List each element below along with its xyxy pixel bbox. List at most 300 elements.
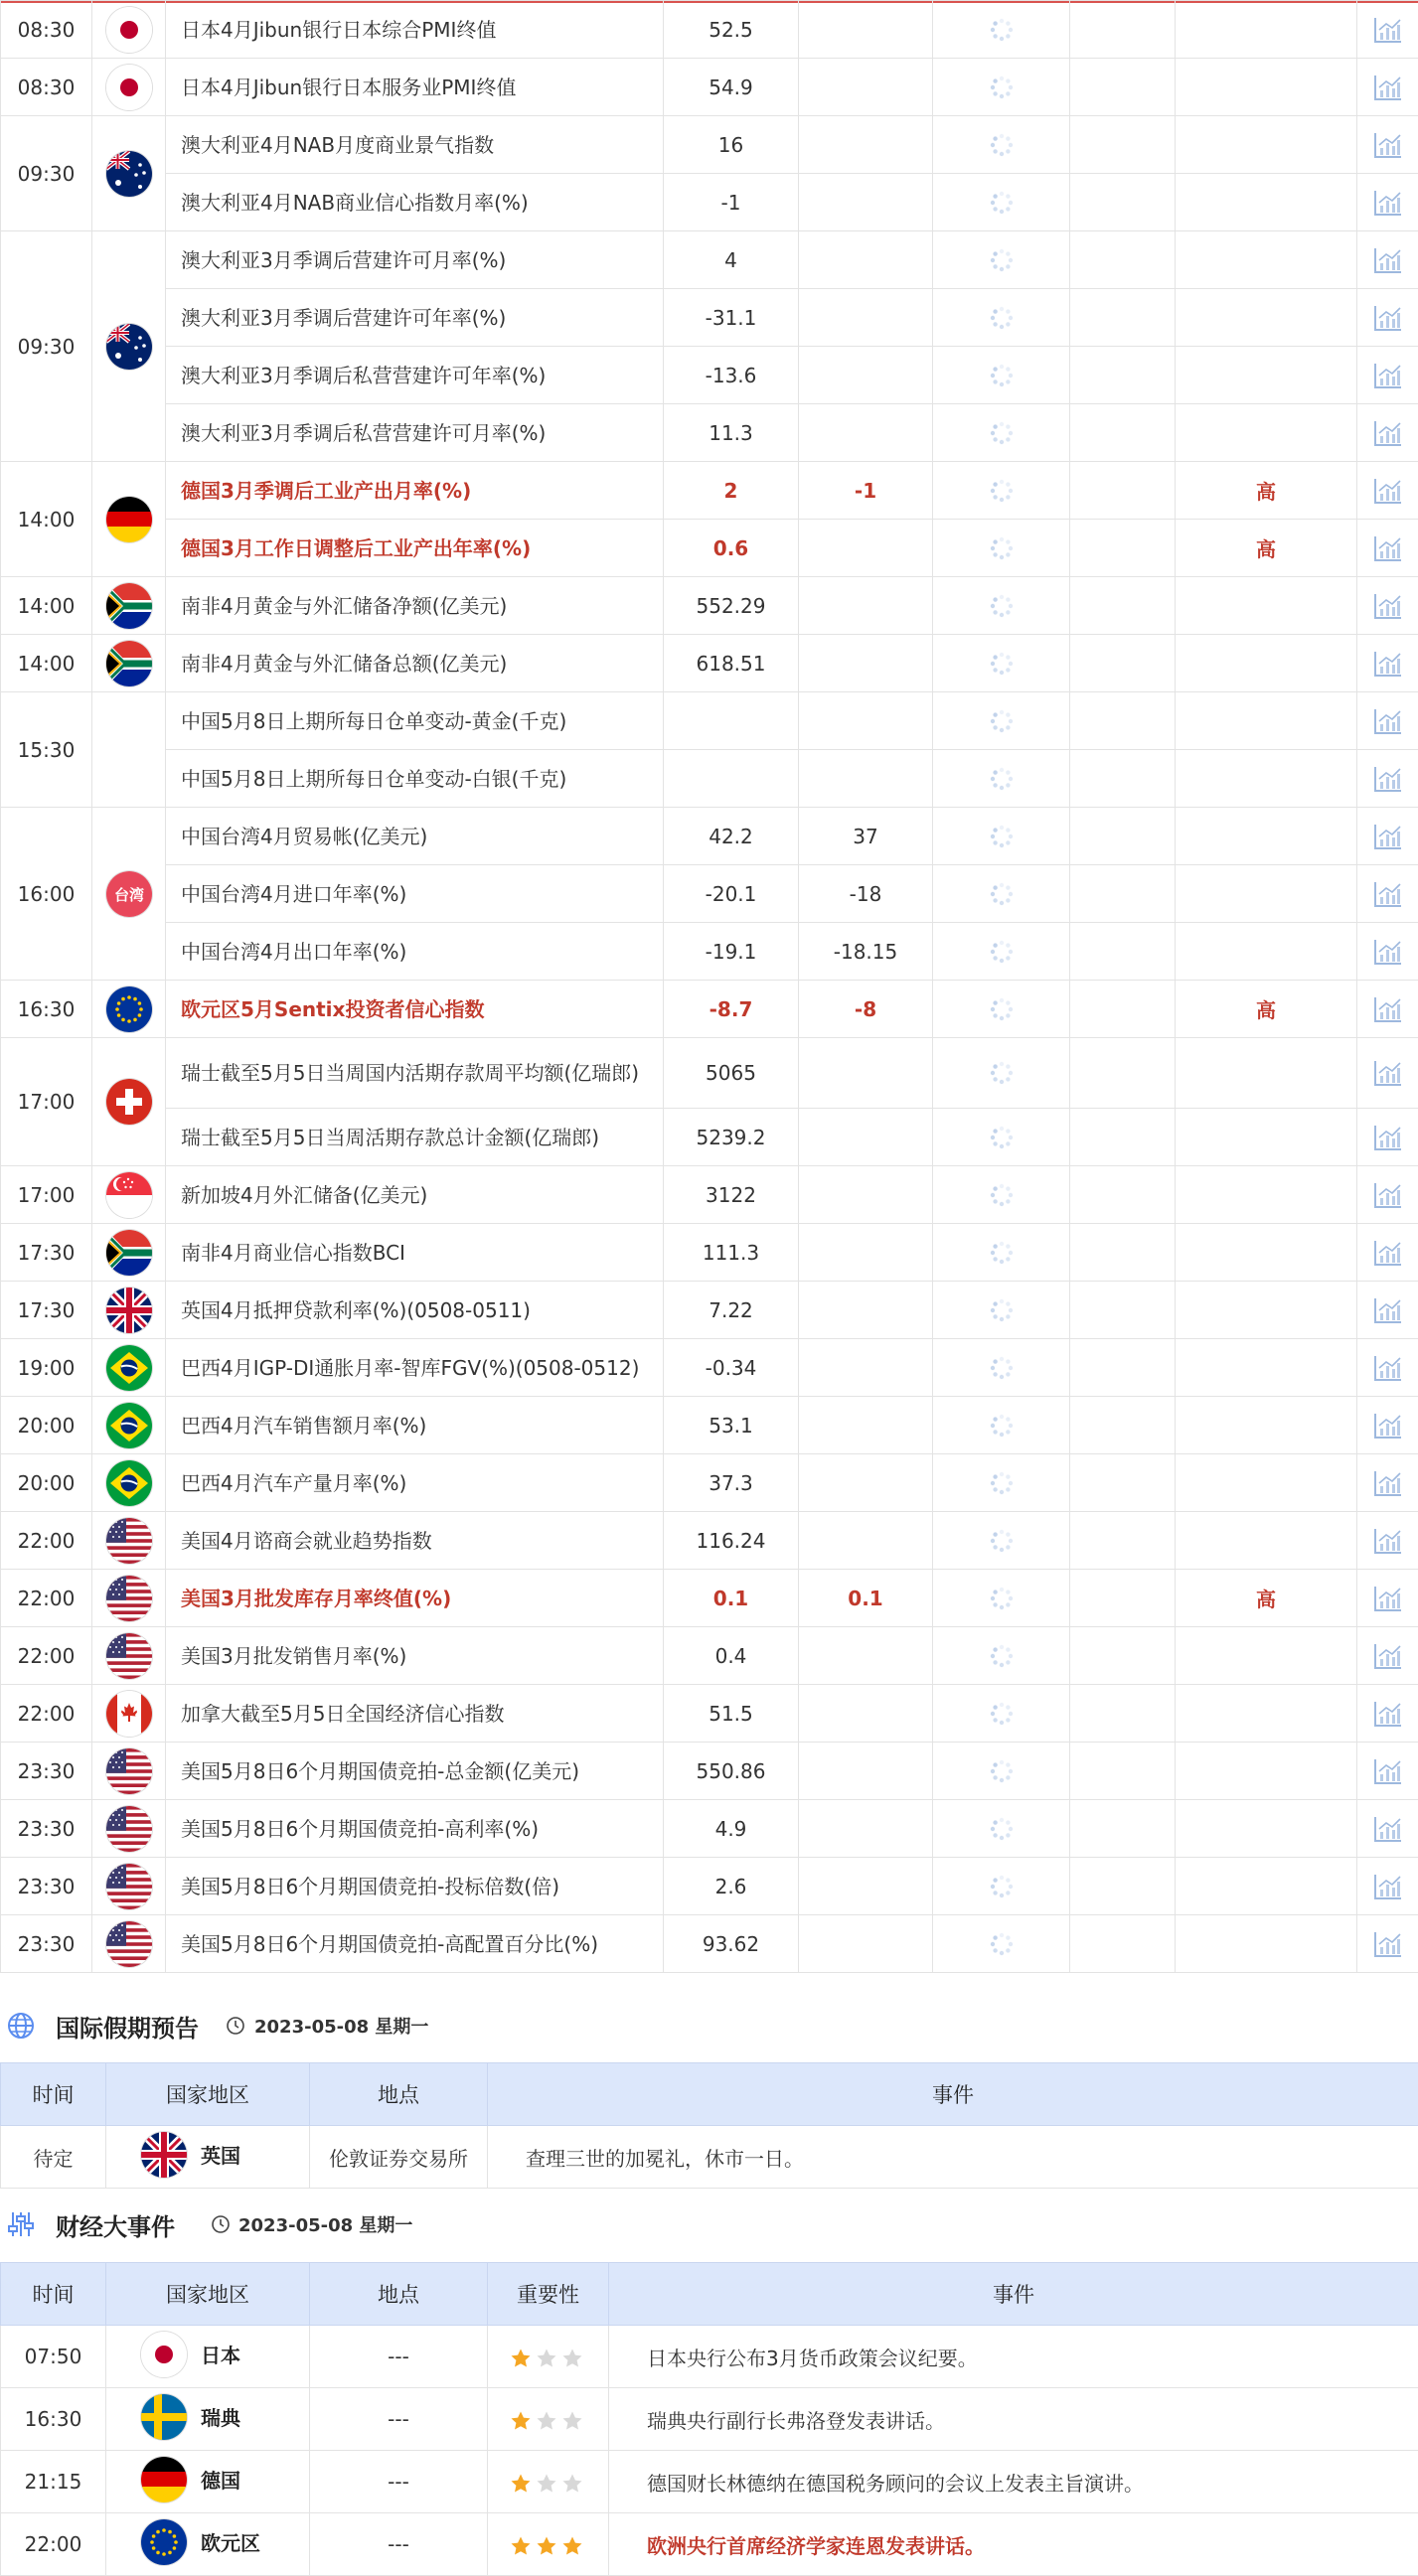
country-flag-cell [92,1570,166,1627]
country-flag-cell [92,231,166,462]
blank-cell [1070,808,1176,865]
chart-cell[interactable] [1357,1685,1418,1743]
clock-icon [211,2214,231,2234]
eu-flag-icon [141,2519,187,2565]
previous-value [664,750,799,808]
event-time: 16:30 [1,2388,106,2451]
blank-cell [1070,174,1176,231]
usa-flag-icon [106,1806,152,1852]
forecast-value [799,1454,933,1512]
previous-value: 5239.2 [664,1109,799,1166]
usa-flag-icon [106,1748,152,1794]
importance-label [1176,1685,1357,1743]
chart-icon[interactable] [1373,419,1403,447]
forecast-value [799,1397,933,1454]
chart-cell[interactable] [1357,1570,1418,1627]
release-time: 14:00 [1,635,92,692]
actual-value-cell [933,1800,1070,1858]
importance-label [1176,174,1357,231]
blank-cell [1070,577,1176,635]
star-icon [561,2473,583,2495]
country-flag-cell [92,1166,166,1224]
forecast-value [799,1038,933,1109]
blank-cell [1070,1339,1176,1397]
chart-icon[interactable] [1373,823,1403,850]
calendar-row [1,808,1418,865]
release-time: 17:00 [1,1038,92,1166]
country-flag-cell [92,1397,166,1454]
forecast-value [799,1512,933,1570]
calendar-row [1,865,1418,923]
country-flag-cell [92,1685,166,1743]
chart-cell[interactable] [1357,59,1418,116]
forecast-value: -8 [799,981,933,1038]
chart-icon[interactable] [1373,362,1403,389]
release-time: 22:00 [1,1627,92,1685]
loading-spinner-icon [989,1931,1015,1957]
indicator-name[interactable]: 德国3月季调后工业产出月率(%) [166,462,664,520]
chart-icon[interactable] [1373,189,1403,217]
loading-spinner-icon [989,1060,1015,1086]
previous-value: 0.1 [664,1570,799,1627]
blank-cell [1070,347,1176,404]
actual-value-cell [933,1224,1070,1282]
importance-label [1176,1038,1357,1109]
forecast-value: -18.15 [799,923,933,981]
indicator-name[interactable]: 中国台湾4月进口年率(%) [166,865,664,923]
release-time: 09:30 [1,231,92,462]
loading-spinner-icon [989,1297,1015,1323]
chart-cell[interactable] [1357,635,1418,692]
indicator-name[interactable]: 巴西4月汽车销售额月率(%) [166,1397,664,1454]
usa-flag-icon [106,1518,152,1564]
forecast-value [799,289,933,347]
uk-flag-icon [106,1288,152,1333]
calendar-row [1,1038,1418,1109]
previous-value: 2 [664,462,799,520]
indicator-name[interactable]: 美国4月谘商会就业趋势指数 [166,1512,664,1570]
star-icon [561,2410,583,2432]
chart-icon[interactable] [1373,1469,1403,1497]
loading-spinner-icon [989,535,1015,561]
chart-icon[interactable] [1373,1354,1403,1382]
release-time: 20:00 [1,1397,92,1454]
indicator-name[interactable]: 美国3月批发库存月率终值(%) [166,1570,664,1627]
loading-spinner-icon [989,363,1015,388]
chart-cell[interactable] [1357,174,1418,231]
loading-spinner-icon [989,1874,1015,1899]
indicator-name[interactable]: 日本4月Jibun银行日本服务业PMI终值 [166,59,664,116]
indicator-name[interactable]: 德国3月工作日调整后工业产出年率(%) [166,520,664,577]
country-flag-cell [92,1627,166,1685]
indicator-name[interactable]: 巴西4月汽车产量月率(%) [166,1454,664,1512]
australia-flag-icon [106,151,152,197]
importance-stars [488,2451,609,2513]
importance-label [1176,289,1357,347]
importance-label [1176,577,1357,635]
release-time: 23:30 [1,1915,92,1973]
forecast-value: -18 [799,865,933,923]
blank-cell [1070,981,1176,1038]
forecast-value [799,116,933,174]
chart-icon[interactable] [1373,16,1403,44]
chart-icon[interactable] [1373,765,1403,793]
south-africa-flag-icon [106,1230,152,1276]
indicator-name[interactable]: 美国5月8日6个月期国债竞拍-高利率(%) [166,1800,664,1858]
event-time: 07:50 [1,2326,106,2388]
blank-cell [1070,116,1176,174]
country-flag-cell [92,577,166,635]
loading-spinner-icon [989,1470,1015,1496]
actual-value-cell [933,1,1070,59]
calendar-row [1,692,1418,750]
svg-text:台湾: 台湾 [113,886,143,904]
actual-value-cell [933,462,1070,520]
blank-cell [1070,1685,1176,1743]
chart-icon[interactable] [1373,592,1403,620]
indicator-name[interactable]: 巴西4月IGP-DI通胀月率-智库FGV(%)(0508-0512) [166,1339,664,1397]
importance-label [1176,1800,1357,1858]
calendar-row [1,520,1418,577]
chart-icon[interactable] [1373,1296,1403,1324]
release-time: 14:00 [1,577,92,635]
previous-value [664,692,799,750]
importance-label [1176,1166,1357,1224]
forecast-value [799,1915,933,1973]
chart-cell[interactable] [1357,1512,1418,1570]
star-icon [536,2410,557,2432]
indicator-name[interactable]: 加拿大截至5月5日全国经济信心指数 [166,1685,664,1743]
importance-label [1176,59,1357,116]
chart-icon[interactable] [1373,74,1403,101]
chart-icon[interactable] [1373,1642,1403,1670]
release-time: 23:30 [1,1743,92,1800]
chart-icon[interactable] [1373,534,1403,562]
chart-cell[interactable] [1357,1915,1418,1973]
chart-icon[interactable] [1373,304,1403,332]
country-flag-cell [92,462,166,577]
chart-cell[interactable] [1357,1109,1418,1166]
forecast-value [799,231,933,289]
holiday-section-title: 国际假期预告 [56,2009,199,2044]
indicator-name[interactable]: 美国5月8日6个月期国债竞拍-投标倍数(倍) [166,1858,664,1915]
indicator-name[interactable]: 瑞士截至5月5日当周国内活期存款周平均额(亿瑞郎) [166,1038,664,1109]
chart-icon[interactable] [1373,1124,1403,1151]
previous-value: -31.1 [664,289,799,347]
loading-spinner-icon [989,17,1015,43]
importance-label: 高 [1176,462,1357,520]
indicator-name[interactable]: 南非4月黄金与外汇储备净额(亿美元) [166,577,664,635]
chart-cell[interactable] [1357,577,1418,635]
importance-label [1176,1,1357,59]
importance-label [1176,1339,1357,1397]
country-name: 日本 [201,2340,240,2368]
event-place: --- [310,2326,488,2388]
event-row [1,2326,1418,2388]
chart-icon[interactable] [1373,1239,1403,1267]
chart-cell[interactable] [1357,1627,1418,1685]
loading-spinner-icon [989,939,1015,965]
indicator-name[interactable]: 中国5月8日上期所每日仓单变动-黄金(千克) [166,692,664,750]
event-place: --- [310,2513,488,2576]
col-place: 地点 [310,2063,488,2126]
release-time: 09:30 [1,116,92,231]
importance-label: 高 [1176,520,1357,577]
switzerland-flag-icon [106,1079,152,1125]
col-country: 国家地区 [106,2063,310,2126]
indicator-name[interactable]: 瑞士截至5月5日当周活期存款总计金额(亿瑞郎) [166,1109,664,1166]
country-flag-cell [92,981,166,1038]
chart-icon[interactable] [1373,1700,1403,1728]
calendar-row [1,1,1418,59]
loading-spinner-icon [989,881,1015,907]
actual-value-cell [933,1038,1070,1109]
forecast-value [799,1224,933,1282]
forecast-value [799,1166,933,1224]
importance-label [1176,692,1357,750]
globe-icon [6,2011,36,2041]
chart-cell[interactable] [1357,289,1418,347]
forecast-value [799,692,933,750]
release-time: 08:30 [1,1,92,59]
holiday-event: 查理三世的加冕礼，休市一日。 [488,2126,1418,2189]
actual-value-cell [933,1454,1070,1512]
usa-flag-icon [106,1921,152,1967]
calendar-row [1,981,1418,1038]
chart-cell[interactable] [1357,1224,1418,1282]
loading-spinner-icon [989,1125,1015,1150]
chart-cell[interactable] [1357,1339,1418,1397]
release-time: 23:30 [1,1800,92,1858]
chart-cell[interactable] [1357,1800,1418,1858]
loading-spinner-icon [989,1413,1015,1439]
chart-cell[interactable] [1357,750,1418,808]
indicator-name[interactable]: 欧元区5月Sentix投资者信心指数 [166,981,664,1038]
blank-cell [1070,520,1176,577]
country-flag-cell [92,1454,166,1512]
indicator-name[interactable]: 中国台湾4月贸易帐(亿美元) [166,808,664,865]
release-time: 15:30 [1,692,92,808]
actual-value-cell [933,174,1070,231]
clock-icon [226,2016,245,2036]
chart-cell[interactable] [1357,692,1418,750]
chart-cell[interactable] [1357,1397,1418,1454]
calendar-row [1,174,1418,231]
brazil-flag-icon [106,1460,152,1506]
events-table [0,2262,1418,2576]
previous-value: -19.1 [664,923,799,981]
indicator-name[interactable]: 美国5月8日6个月期国债竞拍-总金额(亿美元) [166,1743,664,1800]
star-icon [510,2473,532,2495]
indicator-name[interactable]: 日本4月Jibun银行日本综合PMI终值 [166,1,664,59]
indicator-name[interactable]: 英国4月抵押贷款利率(%)(0508-0511) [166,1282,664,1339]
germany-flag-icon [141,2457,187,2502]
indicator-name[interactable]: 澳大利亚3月季调后私营营建许可月率(%) [166,404,664,462]
chart-icon[interactable] [1373,995,1403,1023]
forecast-value [799,1339,933,1397]
blank-cell [1070,1915,1176,1973]
indicator-name[interactable]: 新加坡4月外汇储备(亿美元) [166,1166,664,1224]
blank-cell [1070,1512,1176,1570]
star-icon [536,2535,557,2557]
release-time: 16:30 [1,981,92,1038]
chart-cell[interactable] [1357,1858,1418,1915]
chart-icon[interactable] [1373,880,1403,908]
blank-cell [1070,404,1176,462]
release-time: 17:30 [1,1282,92,1339]
chart-icon[interactable] [1373,1873,1403,1900]
chart-icon[interactable] [1373,1412,1403,1440]
col-time: 时间 [1,2063,106,2126]
japan-flag-icon [106,65,152,110]
calendar-row [1,1224,1418,1282]
previous-value: 0.4 [664,1627,799,1685]
blank-cell [1070,59,1176,116]
blank-cell [1070,865,1176,923]
loading-spinner-icon [989,1528,1015,1554]
chart-cell[interactable] [1357,1454,1418,1512]
calendar-row [1,1858,1418,1915]
previous-value: 3122 [664,1166,799,1224]
chart-cell[interactable] [1357,1166,1418,1224]
chart-cell[interactable] [1357,1,1418,59]
chart-cell[interactable] [1357,1743,1418,1800]
previous-value: 52.5 [664,1,799,59]
previous-value: 111.3 [664,1224,799,1282]
importance-label: 高 [1176,981,1357,1038]
calendar-row [1,1800,1418,1858]
chart-icon[interactable] [1373,938,1403,966]
australia-flag-icon [106,324,152,370]
chart-cell[interactable] [1357,1038,1418,1109]
loading-spinner-icon [989,305,1015,331]
indicator-name[interactable]: 澳大利亚3月季调后私营营建许可年率(%) [166,347,664,404]
chart-cell[interactable] [1357,520,1418,577]
loading-spinner-icon [989,1586,1015,1611]
loading-spinner-icon [989,478,1015,504]
previous-value: 4.9 [664,1800,799,1858]
forecast-value [799,577,933,635]
actual-value-cell [933,1397,1070,1454]
indicator-name[interactable]: 澳大利亚4月NAB商业信心指数月率(%) [166,174,664,231]
chart-cell[interactable] [1357,462,1418,520]
indicator-name[interactable]: 中国5月8日上期所每日仓单变动-白银(千克) [166,750,664,808]
previous-value: 11.3 [664,404,799,462]
indicator-name[interactable]: 南非4月黄金与外汇储备总额(亿美元) [166,635,664,692]
actual-value-cell [933,1339,1070,1397]
importance-label [1176,635,1357,692]
actual-value-cell [933,520,1070,577]
usa-flag-icon [106,1864,152,1909]
chart-icon[interactable] [1373,1059,1403,1087]
importance-label [1176,808,1357,865]
events-section-title: 财经大事件 [56,2207,175,2242]
indicator-name[interactable]: 南非4月商业信心指数BCI [166,1224,664,1282]
uk-flag-icon [141,2132,187,2178]
importance-label [1176,1512,1357,1570]
chart-icon[interactable] [1373,1181,1403,1209]
chart-icon[interactable] [1373,650,1403,678]
chart-cell[interactable] [1357,404,1418,462]
blank-cell [1070,1,1176,59]
indicator-name[interactable]: 中国台湾4月出口年率(%) [166,923,664,981]
loading-spinner-icon [989,1240,1015,1266]
chart-cell[interactable] [1357,347,1418,404]
south-africa-flag-icon [106,583,152,629]
release-time: 16:00 [1,808,92,981]
loading-spinner-icon [989,1758,1015,1784]
actual-value-cell [933,347,1070,404]
calendar-row [1,1685,1418,1743]
event-place: --- [310,2388,488,2451]
country-flag-cell [92,808,166,981]
chart-cell[interactable] [1357,981,1418,1038]
blank-cell [1070,635,1176,692]
indicator-name[interactable]: 澳大利亚3月季调后营建许可年率(%) [166,289,664,347]
forecast-value [799,1282,933,1339]
calendar-row [1,289,1418,347]
indicator-name[interactable]: 美国3月批发销售月率(%) [166,1627,664,1685]
previous-value: 93.62 [664,1915,799,1973]
country-name: 英国 [201,2140,240,2169]
star-icon [510,2348,532,2369]
chart-cell[interactable] [1357,116,1418,174]
chart-icon[interactable] [1373,1757,1403,1785]
chart-cell[interactable] [1357,865,1418,923]
loading-spinner-icon [989,708,1015,734]
chart-cell[interactable] [1357,923,1418,981]
chart-icon[interactable] [1373,1585,1403,1612]
previous-value: 2.6 [664,1858,799,1915]
loading-spinner-icon [989,593,1015,619]
indicator-name[interactable]: 澳大利亚3月季调后营建许可月率(%) [166,231,664,289]
chart-icon[interactable] [1373,1930,1403,1958]
actual-value-cell [933,1109,1070,1166]
blank-cell [1070,1166,1176,1224]
chart-icon[interactable] [1373,131,1403,159]
forecast-value: 0.1 [799,1570,933,1627]
actual-value-cell [933,1570,1070,1627]
star-icon [536,2348,557,2369]
release-time: 08:30 [1,59,92,116]
loading-spinner-icon [989,824,1015,849]
chart-icon[interactable] [1373,246,1403,274]
calendar-row [1,1282,1418,1339]
release-time: 22:00 [1,1512,92,1570]
country-flag-cell [92,1800,166,1858]
loading-spinner-icon [989,1643,1015,1669]
blank-cell [1070,1858,1176,1915]
chart-cell[interactable] [1357,1282,1418,1339]
chart-cell[interactable] [1357,808,1418,865]
previous-value: 7.22 [664,1282,799,1339]
importance-label [1176,1915,1357,1973]
indicator-name[interactable]: 美国5月8日6个月期国债竞拍-高配置百分比(%) [166,1915,664,1973]
indicator-name[interactable]: 澳大利亚4月NAB月度商业景气指数 [166,116,664,174]
chart-icon[interactable] [1373,707,1403,735]
forecast-value [799,750,933,808]
forecast-value [799,1,933,59]
chart-icon[interactable] [1373,1815,1403,1843]
chart-icon[interactable] [1373,477,1403,505]
star-icon [536,2473,557,2495]
importance-label [1176,1743,1357,1800]
actual-value-cell [933,116,1070,174]
chart-icon[interactable] [1373,1527,1403,1555]
blank-cell [1070,1743,1176,1800]
chart-cell[interactable] [1357,231,1418,289]
previous-value: 552.29 [664,577,799,635]
